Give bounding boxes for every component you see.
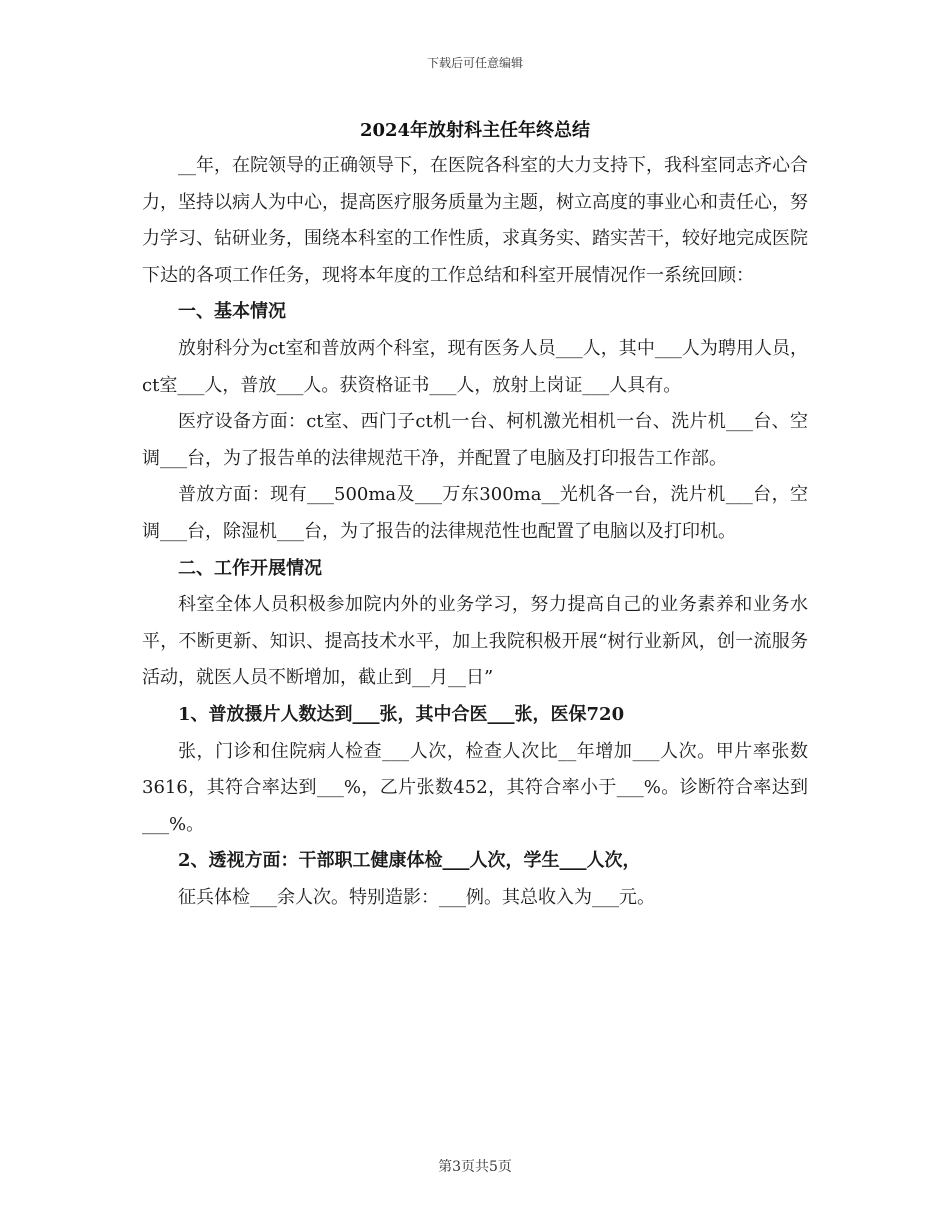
page-footer: 第3页共5页 bbox=[438, 1159, 512, 1175]
document-body bbox=[142, 148, 808, 916]
radiography-paragraph: 张，门诊和住院病人检查___人次，检查人次比__年增加___人次。甲片率张数3616，其符合率达到___%，乙片张数452，其符合率小于___%。诊断符合率达到___%。 bbox=[142, 740, 808, 835]
document-title: 2024年放射科主任年终总结 bbox=[359, 120, 591, 141]
subheading-fluoroscopy: 2、透视方面：干部职工健康体检___人次，学生___人次， bbox=[178, 850, 641, 872]
section-heading-work: 二、工作开展情况 bbox=[178, 557, 322, 579]
work-paragraph: 科室全体人员积极参加院内外的业务学习，努力提高自己的业务素养和业务水平，不断更新、知识、提高技术水平，加上我院积极开展“树行业新风，创一流服务活动，就医人员不断增加，截止到__月__日” bbox=[142, 594, 808, 689]
page-header: 下载后可任意编辑 bbox=[426, 56, 523, 70]
intro-paragraph: __年，在院领导的正确领导下，在医院各科室的大力支持下，我科室同志齐心合力，坚持以病人为中心，提高医疗服务质量为主题，树立高度的事业心和责任心，努力学习、钻研业务，围绕本科室的工作性质，求真务实、踏实苦干，较好地完成医院下达的各项工作任务，现将本年度的工作总结和科室开展情况作一系统回顾： bbox=[142, 155, 808, 286]
fluoroscopy-paragraph: 征兵体检___余人次。特别造影：___例。其总收入为___元。 bbox=[178, 886, 655, 908]
subheading-radiography: 1、普放摄片人数达到___张，其中合医___张，医保720 bbox=[178, 703, 625, 725]
section-heading-basic: 一、基本情况 bbox=[178, 301, 286, 323]
staff-paragraph: 放射科分为ct室和普放两个科室，现有医务人员___人，其中___人为聘用人员，ct室___人，普放___人。获资格证书___人，放射上岗证___人具有。 bbox=[142, 337, 808, 396]
equipment-paragraph: 医疗设备方面：ct室、西门子ct机一台、柯机激光相机一台、洗片机___台、空调___台，为了报告单的法律规范干净，并配置了电脑及打印报告工作部。 bbox=[142, 411, 808, 469]
general-radiology-paragraph: 普放方面：现有___500ma及___万东300ma__光机各一台，洗片机___台，空调___台，除湿机___台，为了报告的法律规范性也配置了电脑以及打印机。 bbox=[142, 484, 808, 542]
